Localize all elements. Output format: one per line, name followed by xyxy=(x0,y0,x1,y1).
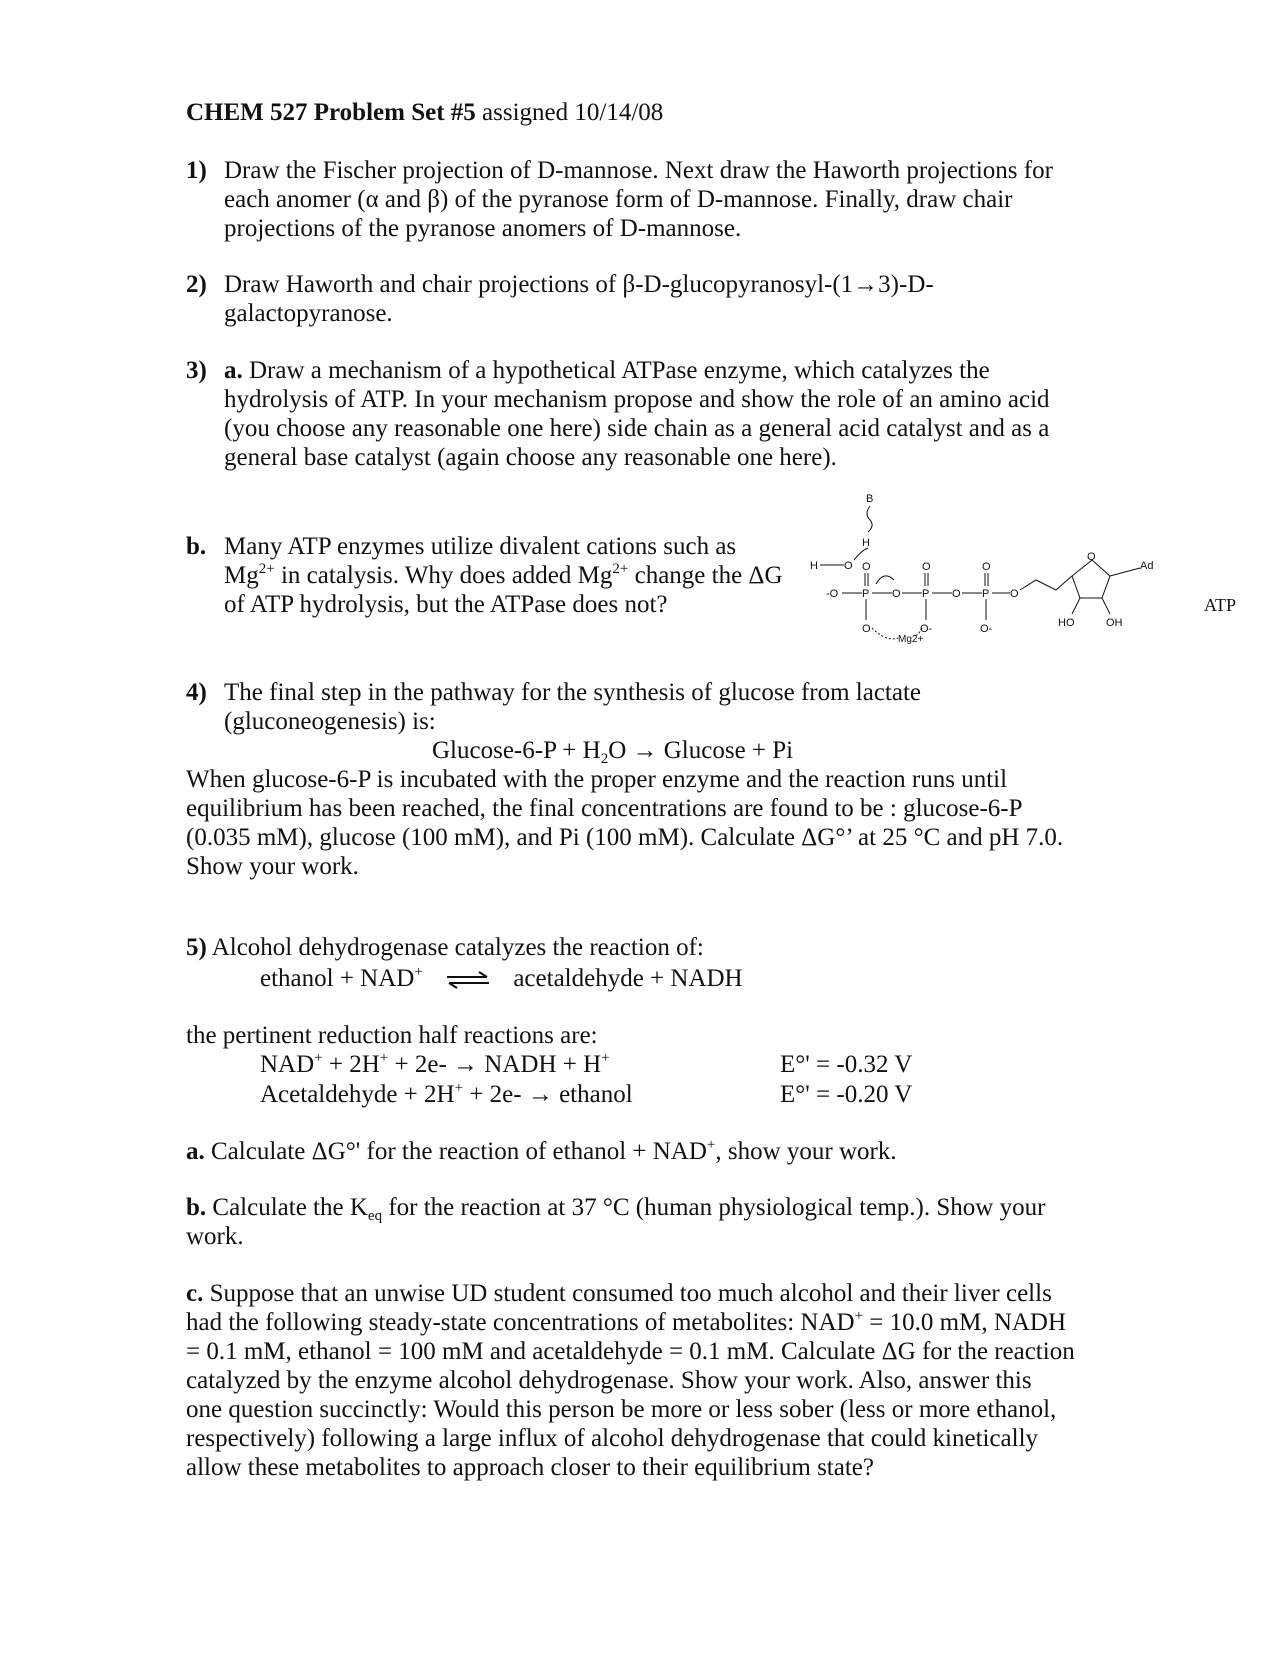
question-3b xyxy=(186,532,786,619)
text-line: hydrolysis of ATP. In your mechanism propose and show the role of an amino acid xyxy=(224,386,1050,413)
text-line: each anomer (α and β) of the pyranose form of D-mannose. Finally, draw chair xyxy=(224,186,1013,213)
text-line: Draw the Fischer projection of D-mannose. Next draw the Haworth projections for xyxy=(224,157,1053,184)
text-line: (0.035 mM), glucose (100 mM), and Pi (100 mM). Calculate ΔG°’ at 25 °C and pH 7.0. xyxy=(186,824,1064,851)
hydroxyl-group: OH xyxy=(1106,617,1123,629)
question-5b: b. Calculate the $K_{eq}$ for the reaction at 37 °C (human physiological temp.). Show your work. xyxy=(186,1194,1046,1250)
arrow-curve xyxy=(867,506,872,532)
text-line: Many ATP enzymes utilize divalent cations such as xyxy=(224,533,737,560)
adh-reaction: ethanol + NAD+ acetaldehyde + NADH xyxy=(260,964,743,992)
atp-label: ATP xyxy=(1204,595,1237,615)
text-line: (you choose any reasonable one here) side chain as a general acid catalyst and as a xyxy=(224,415,1050,442)
text-line: Draw a mechanism of a hypothetical ATPase enzyme, which catalyzes the xyxy=(249,357,990,384)
text-line: The final step in the pathway for the synthesis of glucose from lactate xyxy=(224,679,922,706)
text-line: galactopyranose. xyxy=(224,300,393,327)
text-line: Draw Haworth and chair projections of β-D-glucopyranosyl-(1→3)-D- xyxy=(224,271,934,298)
magnesium-ion: Mg2+ xyxy=(898,634,924,645)
base-atom: B xyxy=(866,493,874,505)
part-label: a. xyxy=(224,357,243,384)
h-atom: H xyxy=(862,537,870,549)
question-3a xyxy=(186,356,1086,472)
question-2 xyxy=(186,270,1086,328)
oxygen-atom: O xyxy=(844,560,853,572)
question-number: 3) xyxy=(186,357,207,384)
gluconeogenesis-reaction: $Glucose-6-P + H_2O \to Glucose + Pi$ xyxy=(432,737,794,767)
phosphorus-atom: P xyxy=(982,588,990,600)
question-4 xyxy=(186,678,1086,736)
oxygen-atom: O xyxy=(922,561,931,573)
oxygen-anion: O- xyxy=(980,623,993,635)
text-line: $Mg^{2+}$ in catalysis. Why does added $Mg^{2+}$ change the ΔG xyxy=(224,561,783,589)
half-reaction-2: Acetaldehyde + 2H+ + 2e- → ethanol xyxy=(260,1080,633,1108)
ribose-ring xyxy=(1072,560,1110,598)
half-reactions-intro: the pertinent reduction half reactions are: xyxy=(186,1022,598,1049)
half-reaction-2-potential: E°' = -0.20 V xyxy=(780,1081,913,1108)
question-number: 1) xyxy=(186,157,207,184)
question-5a: a. Calculate ΔG°' for the reaction of ethanol + NAD+, show your work. xyxy=(186,1137,897,1165)
assigned-date: assigned 10/14/08 xyxy=(482,99,664,126)
text-line: When glucose-6-P is incubated with the proper enzyme and the reaction runs until xyxy=(186,766,1008,793)
half-reaction-1: NAD+ + 2H+ + 2e- → NADH + H+ xyxy=(260,1050,610,1078)
question-1 xyxy=(186,156,1086,243)
oxygen-anion: -O xyxy=(826,588,839,600)
phosphorus-atom: P xyxy=(922,588,930,600)
ring-oxygen: O xyxy=(1087,551,1096,563)
text-line: projections of the pyranose anomers of D-mannose. xyxy=(224,215,742,242)
text-line: equilibrium has been reached, the final concentrations are found to be : glucose-6-P xyxy=(186,795,1023,822)
oxygen-atom: O xyxy=(982,561,991,573)
header xyxy=(186,98,1086,127)
phosphorus-atom: P xyxy=(862,588,870,600)
text-line: (gluconeogenesis) is: xyxy=(224,708,436,735)
part-label: b. xyxy=(186,533,207,560)
oxygen-anion: O- xyxy=(920,623,933,635)
oxygen-atom: O xyxy=(892,588,901,600)
half-reaction-1-potential: E°' = -0.32 V xyxy=(780,1051,913,1078)
adenine-label: Ad xyxy=(1140,560,1154,572)
problem-set-title: CHEM 527 Problem Set #5 xyxy=(186,99,476,126)
hydroxyl-group: HO xyxy=(1058,617,1075,629)
h-atom: H xyxy=(810,560,818,572)
question-4-body xyxy=(186,765,1086,881)
text-line: Alcohol dehydrogenase catalyzes the reaction of: xyxy=(211,934,704,961)
question-5c: c. Suppose that an unwise UD student consumed too much alcohol and their liver cells had the following steady-state concentrations of metabolites: NAD+ = 10.0 mM, NADH = 0.1 mM, ethanol = 100 mM and acetaldehyde = 0.1 mM. Calculate ΔG for the reaction catalyzed by the enzyme alcohol dehydrogenase. Show your work. Also, answer this one question succinctly: Would this person be more or less sober (less or more ethanol, respectively) following a large influx of alcohol dehydrogenase that could kinetically allow these metabolites to approach closer to their equilibrium state? xyxy=(186,1280,1075,1481)
atp-structure-figure xyxy=(810,492,1170,669)
question-number: 4) xyxy=(186,679,207,706)
text-line: of ATP hydrolysis, but the ATPase does not? xyxy=(224,591,668,618)
oxygen-atom: O xyxy=(862,561,871,573)
oxygen-atom: O xyxy=(1010,588,1019,600)
oxygen-atom: O xyxy=(952,588,961,600)
text-line: general base catalyst (again choose any reasonable one here). xyxy=(224,444,837,471)
text-line: Show your work. xyxy=(186,853,359,880)
oxygen-anion: O xyxy=(862,623,871,635)
equilibrium-arrow-icon xyxy=(443,971,493,989)
question-number: 5) xyxy=(186,934,207,961)
question-5 xyxy=(186,933,1086,962)
question-number: 2) xyxy=(186,271,207,298)
